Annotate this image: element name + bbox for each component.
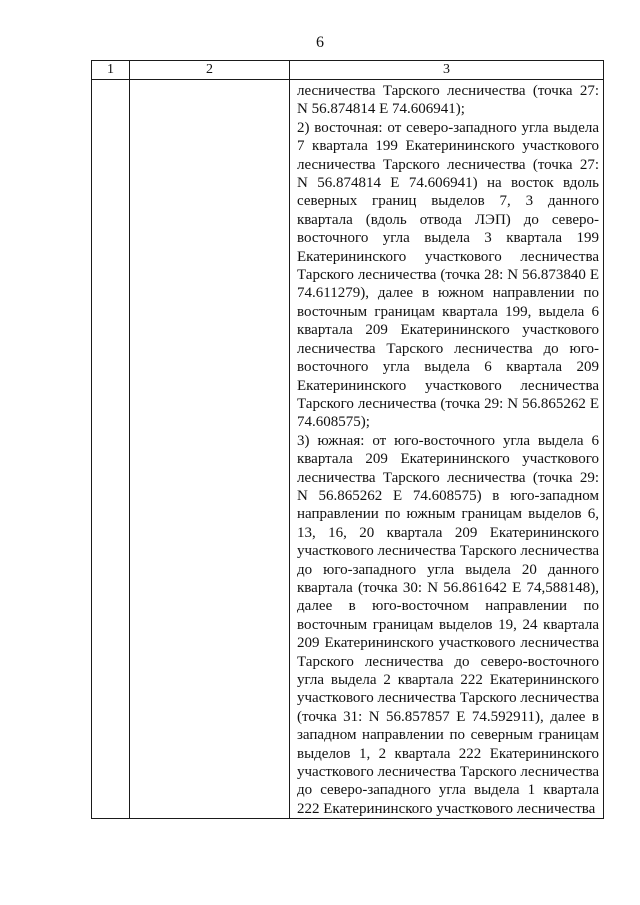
column-header-1: 1 (92, 61, 130, 80)
table-header-row (92, 61, 604, 80)
cell-col-1 (92, 80, 130, 819)
column-header-3: 3 (290, 61, 604, 80)
paragraph-east-boundary: 2) восточная: от северо-западного угла выдела 7 квартала 199 Екатерининского участкового лесничества Тарского лесничества (точка 27: N 56.874814 E 74.606941) на восток вдоль северных границ выделов 7, 3 данного квартала (вдоль отвода ЛЭП) до северо-восточного угла выдела 3 квартала 199 Екатерининского участкового лесничества Тарского лесничества (точка 28: N 56.873840 E 74.611279), далее в южном направлении по восточным границам квартала 199, выдела 6 квартала 209 Екатерининского участкового лесничества Тарского лесничества до юго-восточного угла выдела 6 квартала 209 Екатерининского участкового лесничества Тарского лесничества (точка 29: N 56.865262 E 74.608575); (297, 119, 599, 431)
cell-col-2 (130, 80, 290, 819)
document-table (91, 60, 604, 819)
paragraph-continuation: лесничества Тарского лесничества (точка 27: N 56.874814 E 74.606941); (297, 83, 599, 118)
column-header-2: 2 (130, 61, 290, 80)
boundary-description (290, 80, 603, 818)
cell-col-3 (290, 80, 604, 819)
paragraph-south-boundary: 3) южная: от юго-восточного угла выдела 6 квартала 209 Екатерининского участкового лесничества Тарского лесничества (точка 29: N 56.865262 E 74.608575) в юго-западном направлении по южным границам выделов 6, 13, 16, 20 квартала 209 Екатерининского участкового лесничества Тарского лесничества до юго-западного угла выдела 20 данного квартала (точка 30: N 56.861642 E 74,588148), далее в юго-восточном направлении по восточным границам выделов 19, 24 квартала 209 Екатерининского участкового лесничества Тарского лесничества до северо-восточного угла выдела 2 квартала 222 Екатерининского участкового лесничества Тарского лесничества (точка 31: N 56.857857 E 74.592911), далее в западном направлении по северным границам выделов 1, 2 квартала 222 Екатерининского участкового лесничества Тарского лесничества до северо-западного угла выдела 1 квартала 222 Екатерининского участкового лесничества (297, 432, 599, 817)
table-row (92, 80, 604, 819)
page-number: 6 (316, 34, 324, 51)
